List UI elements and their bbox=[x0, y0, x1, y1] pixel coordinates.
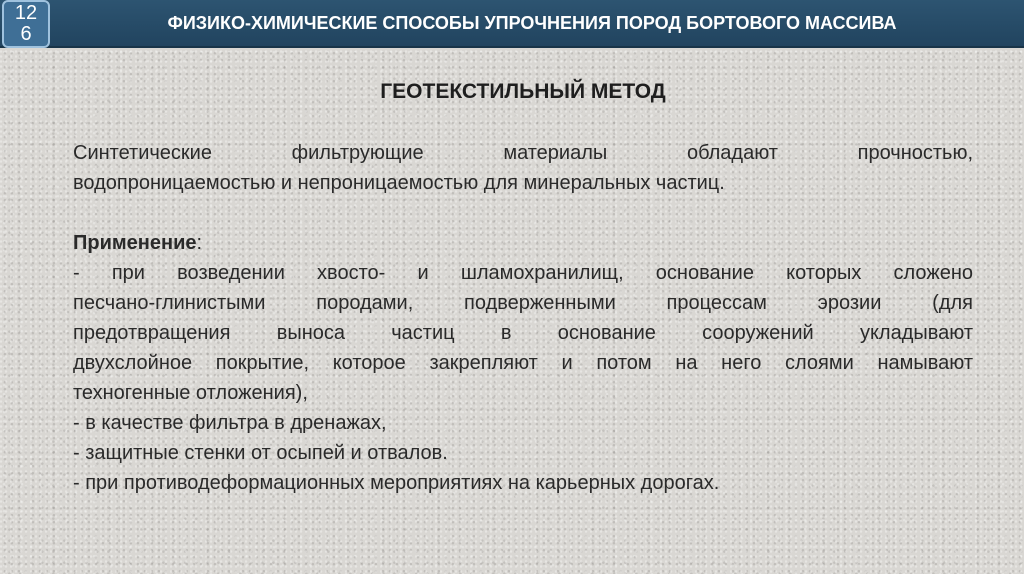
application-heading bbox=[73, 228, 973, 258]
application-colon: : bbox=[196, 232, 203, 254]
item-1-line: предотвращения выноса частиц в основание сооружений укладывают bbox=[73, 322, 973, 344]
application-label: Применение bbox=[73, 232, 197, 254]
header-bar bbox=[0, 0, 1024, 48]
application-item-1 bbox=[73, 258, 973, 408]
application-item-3: - защитные стенки от осыпей и отвалов. bbox=[73, 442, 448, 464]
slide-number: 126 bbox=[14, 2, 38, 45]
slide-number-badge bbox=[2, 0, 50, 48]
item-1-line: - при возведении хвосто- и шламохранилищ, основание которых сложено bbox=[73, 262, 973, 284]
section-title: ГЕОТЕКСТИЛЬНЫЙ МЕТОД bbox=[380, 80, 666, 103]
item-1-line: техногенные отложения), bbox=[73, 382, 308, 404]
intro-line-1: Синтетические фильтрующие материалы обладают прочностью, bbox=[73, 142, 973, 164]
intro-line-2: водопроницаемостью и непроницаемостью для минеральных частиц. bbox=[73, 172, 725, 194]
item-1-line: песчано-глинистыми породами, подверженными процессам эрозии (для bbox=[73, 292, 973, 314]
application-item-2: - в качестве фильтра в дренажах, bbox=[73, 412, 387, 434]
item-1-line: двухслойное покрытие, которое закрепляют и потом на него слоями намывают bbox=[73, 352, 973, 374]
header-title: ФИЗИКО-ХИМИЧЕСКИЕ СПОСОБЫ УПРОЧНЕНИЯ ПОРОД БОРТОВОГО МАССИВА bbox=[167, 13, 897, 33]
application-item-4: - при противодеформационных мероприятиях на карьерных дорогах. bbox=[73, 472, 720, 494]
